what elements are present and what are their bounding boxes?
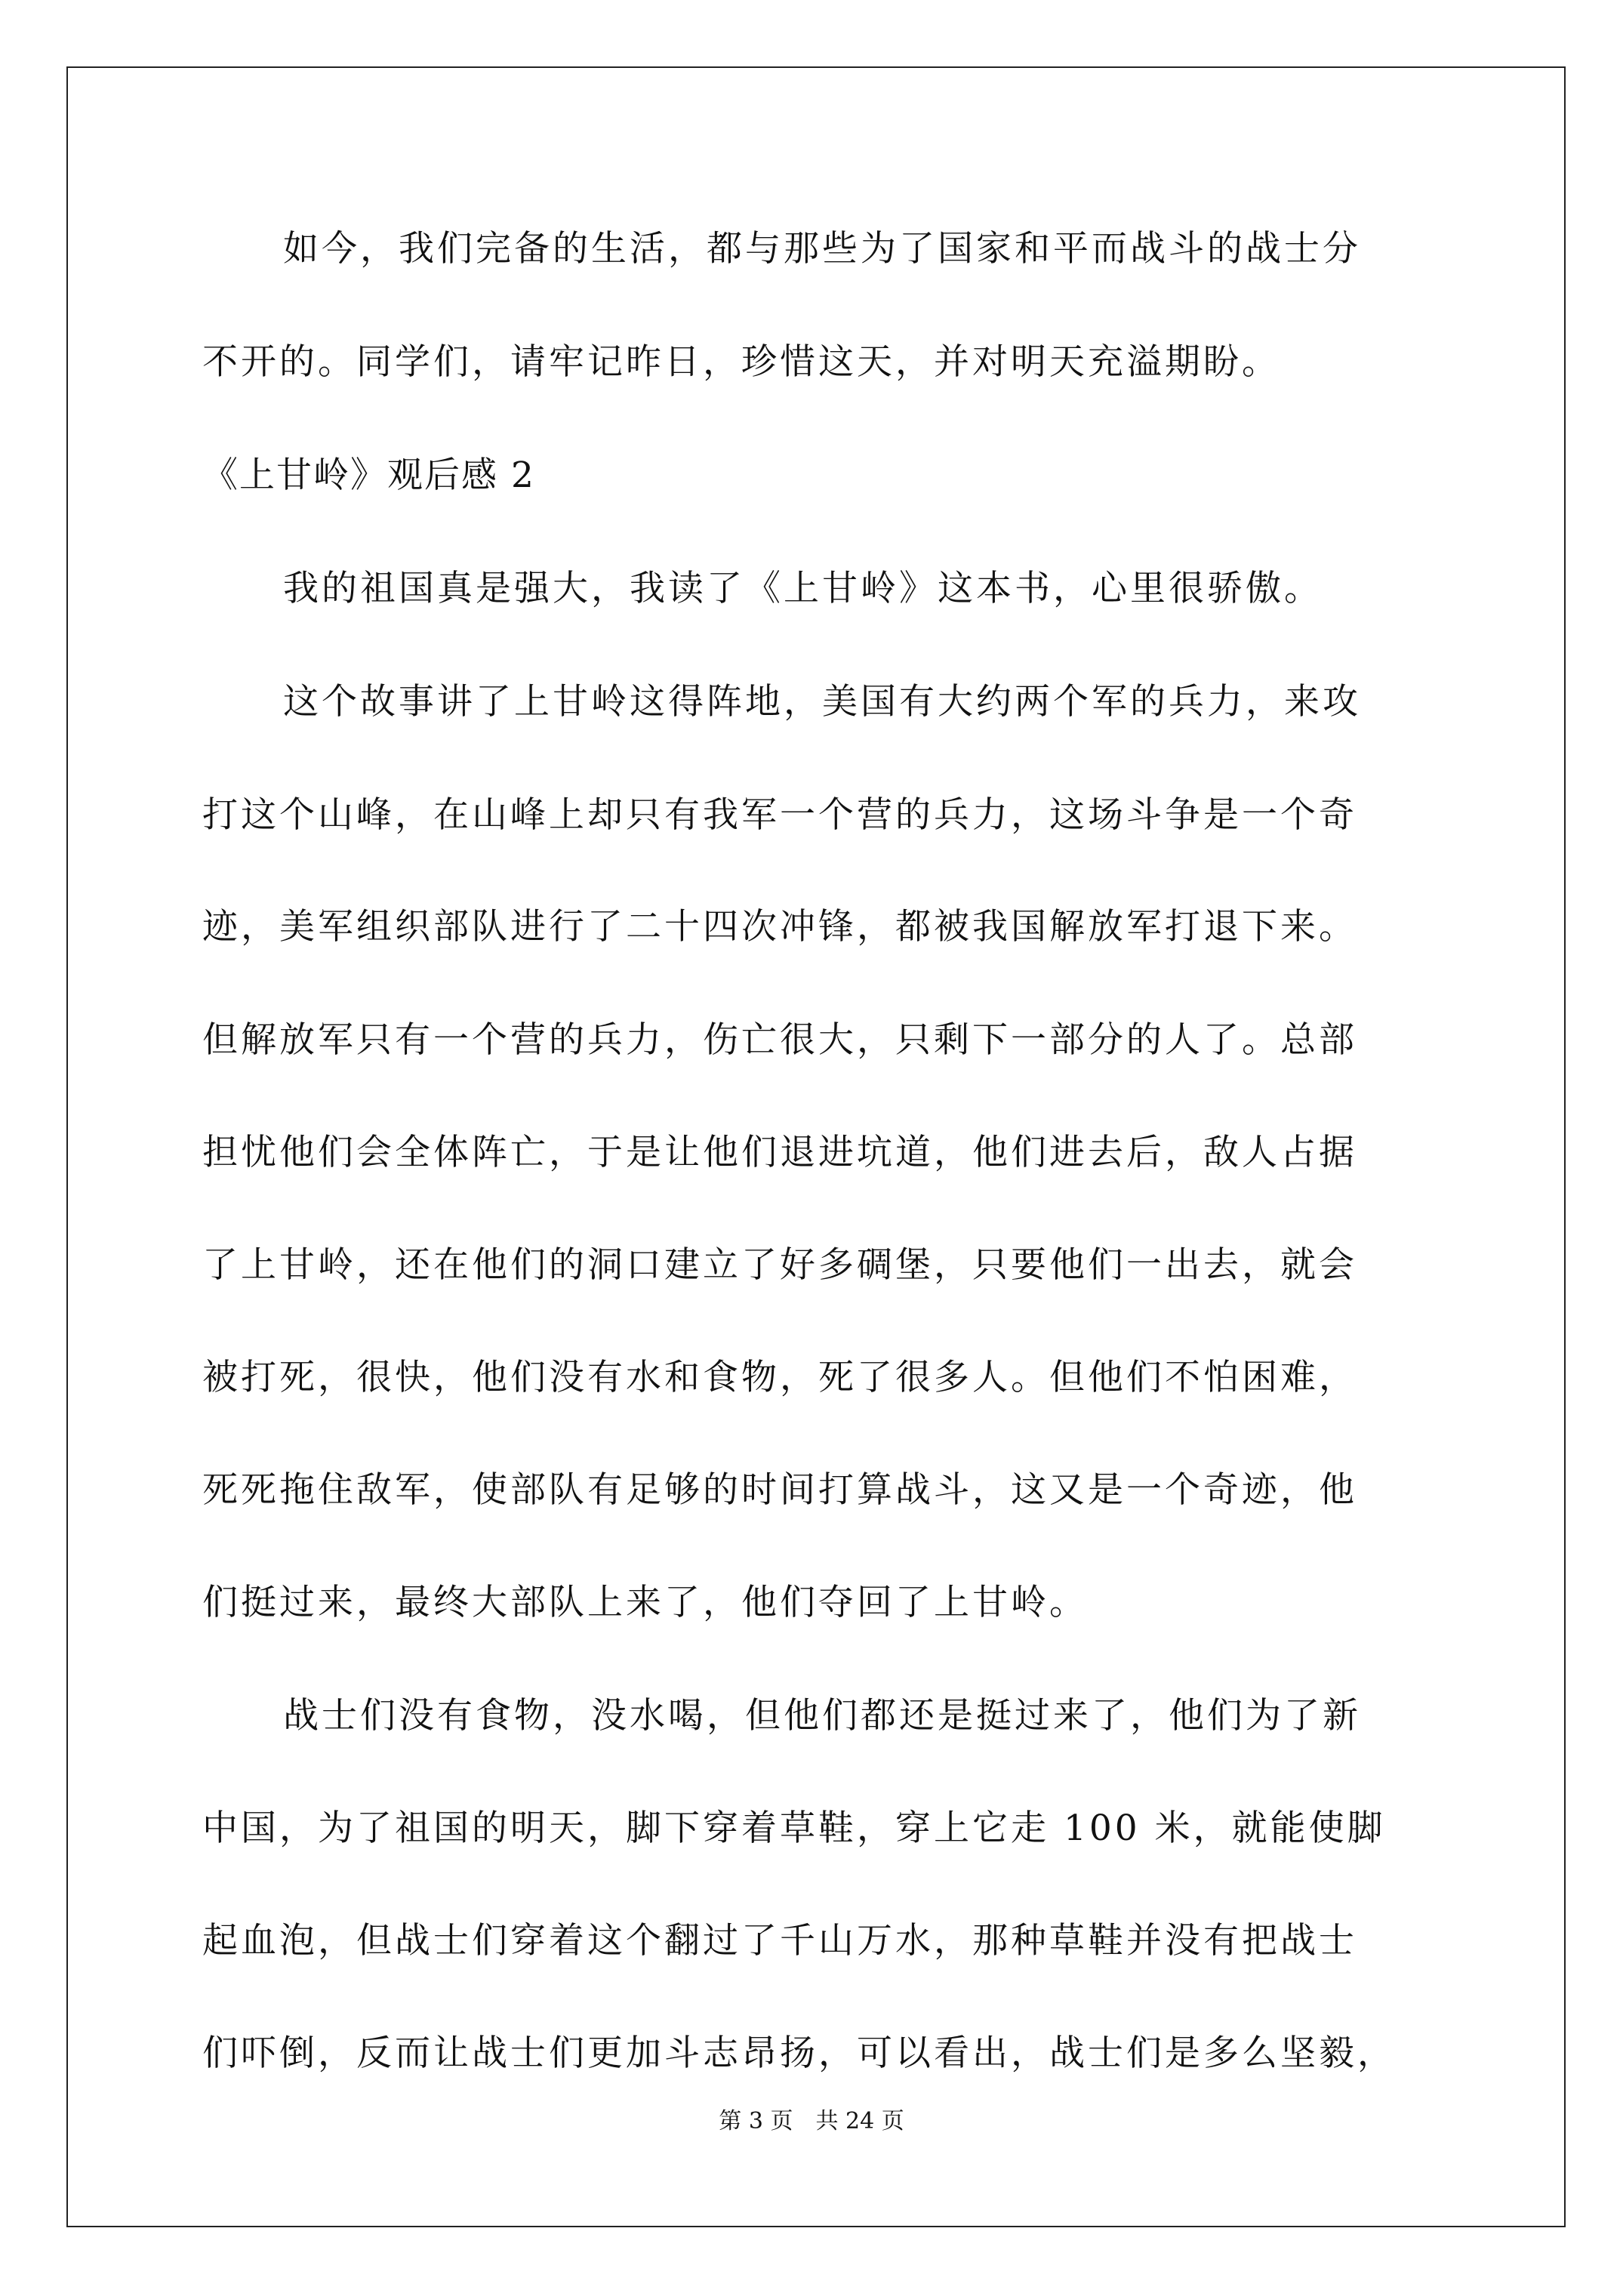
paragraph-line: 们挺过来，最终大部队上来了，他们夺回了上甘岭。 (202, 1582, 1088, 1623)
paragraph-line: 迹，美军组织部队进行了二十四次冲锋，都被我国解放军打退下来。 (202, 906, 1357, 948)
paragraph-line: 不开的。同学们，请牢记昨日，珍惜这天，并对明天充溢期盼。 (202, 341, 1280, 383)
paragraph-line: 了上甘岭，还在他们的洞口建立了好多碉堡，只要他们一出去，就会 (202, 1244, 1357, 1286)
paragraph-line: 战士们没有食物，没水喝，但他们都还是挺过来了，他们为了新 (283, 1695, 1361, 1737)
page-number-footer: 第 3 页 共 24 页 (719, 2108, 904, 2134)
paragraph-line: 中国，为了祖国的明天，脚下穿着草鞋，穿上它走 100 米，就能使脚 (202, 1808, 1386, 1849)
paragraph-line: 但解放军只有一个营的兵力，伤亡很大，只剩下一部分的人了。总部 (202, 1019, 1357, 1061)
paragraph-line: 担忧他们会全体阵亡，于是让他们退进坑道，他们进去后，敌人占据 (202, 1132, 1357, 1173)
paragraph-line: 起血泡，但战士们穿着这个翻过了千山万水，那种草鞋并没有把战士 (202, 1920, 1357, 1962)
paragraph-line: 被打死，很快，他们没有水和食物，死了很多人。但他们不怕困难， (202, 1357, 1357, 1398)
paragraph-line: 如今，我们完备的生活，都与那些为了国家和平而战斗的战士分 (283, 228, 1361, 270)
paragraph-line: 死死拖住敌军，使部队有足够的时间打算战斗，这又是一个奇迹，他 (202, 1469, 1357, 1511)
section-heading: 《上甘岭》观后感 2 (202, 455, 535, 496)
paragraph-line: 这个故事讲了上甘岭这得阵地，美国有大约两个军的兵力，来攻 (283, 681, 1361, 723)
paragraph-line: 们吓倒，反而让战士们更加斗志昂扬，可以看出，战士们是多么坚毅， (202, 2032, 1396, 2074)
paragraph-line: 我的祖国真是强大，我读了《上甘岭》这本书，心里很骄傲。 (283, 568, 1323, 609)
paragraph-line: 打这个山峰，在山峰上却只有我军一个营的兵力，这场斗争是一个奇 (202, 794, 1357, 836)
